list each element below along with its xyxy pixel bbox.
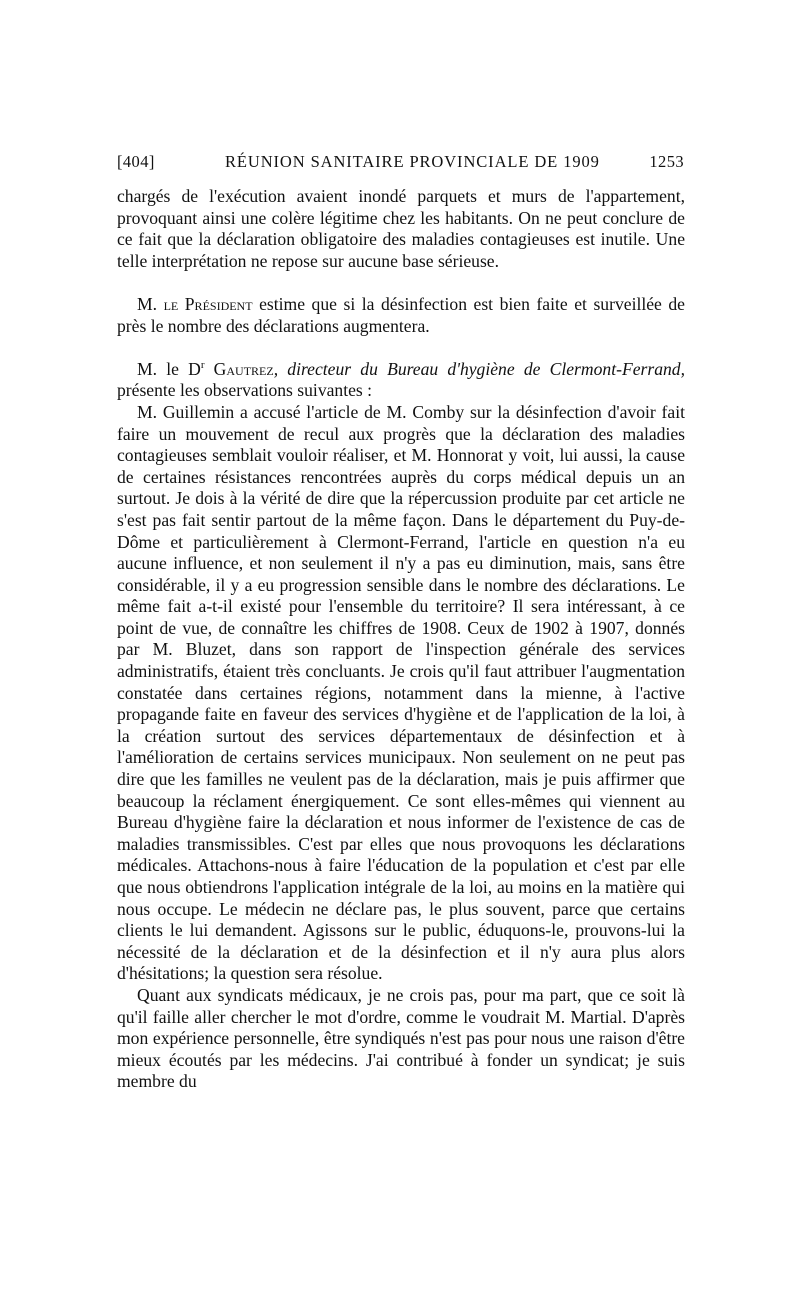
speaker-prefix: M. le D — [137, 358, 201, 379]
doctor-superscript: r — [200, 358, 205, 371]
speaker-title: , directeur du Bureau d'hygiène de Clermont-Ferrand, — [273, 358, 685, 379]
paragraph-gap — [117, 337, 685, 359]
running-title: RÉUNION SANITAIRE PROVINCIALE DE 1909 — [225, 152, 600, 171]
paragraph-continuation: chargés de l'exécution avaient inondé parquets et murs de l'appartement, provoquant ainsi une colère légitime chez les habitants. On ne peut conclure de ce fait que la déclaration obligatoire des maladies contagieuses est inutile. Une telle interprétation ne repose sur aucune base sérieuse. — [117, 186, 685, 271]
paragraph-gap — [117, 272, 685, 294]
paragraph-gautrez-intro — [117, 359, 685, 402]
paragraph-text: estime que si la désinfection est bien faite et surveillée de près le nombre des déclarations augmentera. — [117, 293, 685, 336]
running-header — [117, 152, 684, 176]
speaker-name: M. le Président — [137, 293, 253, 314]
page-number: 1253 — [649, 152, 684, 171]
paragraph-president — [117, 294, 685, 337]
paragraph-syndicats: Quant aux syndicats médicaux, je ne crois pas, pour ma part, que ce soit là qu'il faille aller chercher le mot d'ordre, comme le voudrait M. Martial. D'après mon expérience personnelle, être syndiqués n'est pas pour nous une raison d'être mieux écoutés par les médecins. J'ai contribué à fonder un syndicat; je suis membre du — [117, 984, 685, 1092]
page-reference: [404] — [117, 152, 155, 171]
speaker-name: Gautrez — [204, 358, 274, 379]
paragraph-text: présente les observations suivantes : — [117, 380, 373, 401]
body-text — [117, 186, 685, 1093]
paragraph-gautrez-speech: M. Guillemin a accusé l'article de M. Comby sur la désinfection d'avoir fait faire un mouvement de recul aux progrès que la déclaration des maladies contagieuses semblait vouloir réaliser, et M. Honnorat y voit, lui aussi, la cause de certaines résistances rencontrées auprès du corps médical depuis un an surtout. Je dois à la vérité de dire que la répercussion produite par cet article ne s'est pas fait sentir partout de la même façon. Dans le département du Puy-de-Dôme et particulièrement à Clermont-Ferrand, l'article en question n'a eu aucune influence, et non seulement il n'y a pas eu diminution, mais, sans être considérable, il y a eu progression sensible dans le nombre des déclarations. Le même fait a-t-il existé pour l'ensemble du territoire? Il sera intéressant, à ce point de vue, de connaître les chiffres de 1908. Ceux de 1902 à 1907, donnés par M. Bluzet, dans son rapport de l'inspection générale des services administratifs, étaient très concluants. Je crois qu'il faut attribuer l'augmentation constatée dans certaines régions, notamment dans la mienne, à l'active propagande faite en faveur des services d'hygiène et de l'application de la loi, à la création surtout des services départementaux de désinfection et à l'amélioration de certains services municipaux. Non seulement on ne peut pas dire que les familles ne veulent pas de la déclaration, mais je puis affirmer que beaucoup la réclament énergiquement. Ce sont elles-mêmes qui viennent au Bureau d'hygiène faire la déclaration et nous informer de l'existence de cas de maladies transmissibles. C'est par elles que nous provoquons les déclarations médicales. Attachons-nous à faire l'éducation de la population et c'est par elle que nous obtiendrons l'application intégrale de la loi, au moins en la matière qui nous occupe. Le médecin ne déclare pas, le plus souvent, parce que certains clients le lui demandent. Agissons sur le public, éduquons-le, prouvons-lui la nécessité de la déclaration et de la désinfection et il n'y aura plus alors d'hésitations; la question sera résolue. — [117, 401, 685, 984]
